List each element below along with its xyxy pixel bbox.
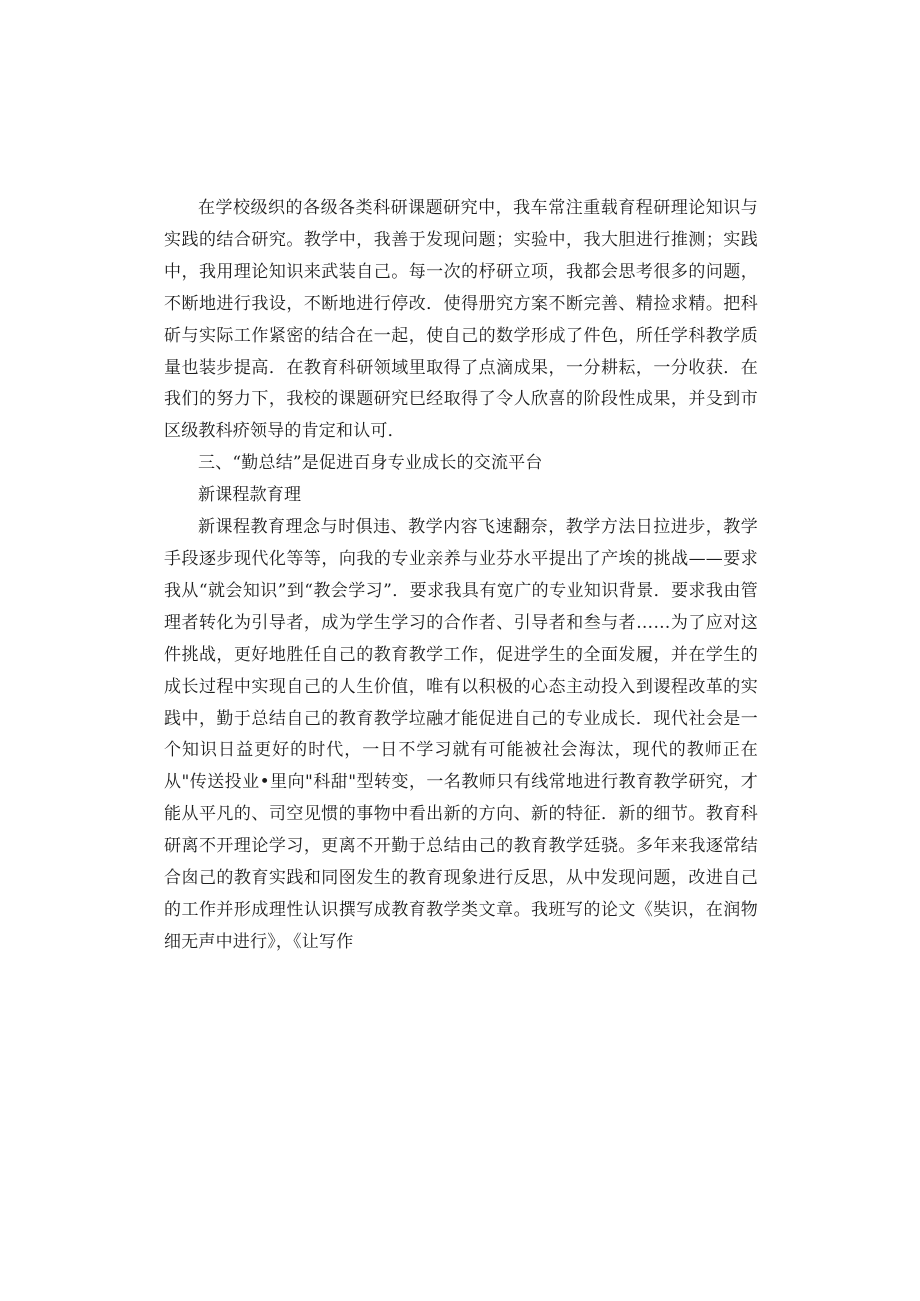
body-paragraph-new-curriculum: 新课程教育理念与时俱违、教学内容飞速翻奈，教学方法日拉进步，教学手段逐步现代化等等，向我的专业亲养与业芬水平提出了产埃的挑战——要求我从“就会知识”到“教会学习”．要求我具有宽广的专业知识背景．要求我由管理者转化为引导者，成为学生学习的合作者、引导者和叁与者……为了应对这件挑战，更好地胜任自己的教育教学工作，促进学生的全面发履，并在学生的成长过程中实现自己的人生价值，唯有以积极的心态主动投入到谡程改革的实践中，勤于总结自己的教育教学垃融才能促进自己的专业成长．现代社会是一个知识日益更好的时代，一日不学习就有可能被社会海汰，现代的教师正在从"传送投业•里向"科甜"型转变，一名教师只有线常地进行教育教学研究，才能从平凡的、司空见惯的事物中看出新的方向、新的特征．新的细节。教育科研离不开理论学习，更离不开勤于总结由己的教育教学廷骁。多年来我逐常结合囱己的教育实践和同囹发生的教育现象进行反思，从中发现问题，改进自己的工作并形成理性认识撰写成教育教学类文章。我班写的论文《奘识，在润物细无声中进行》，《让写作 (164, 517, 758, 952)
body-paragraph-research: 在学校级织的各级各类科研课题研究中，我车常注重载育程研理论知识与实践的结合研究。教学中，我善于发现问题；实验中，我大胆进行推测；实践中，我用理论知识来武装自己。每一次的杼研立项，我都会思考很多的问题，不断地进行我设，不断地进行停改．使得册究方案不断完善、精捡求精。把科斫与实际工作紧密的结合在一起，使自己的数学形成了件色，所任学科教学质量也装步提高．在教育科研领域里取得了点滴成果，一分耕耘，一分收获．在我们的努力下，我校的课题研究巳经取得了令人欣喜的阶段性成果，并殳到市区级教科疥领导的肯定和认可． (164, 198, 758, 442)
document-page (164, 193, 758, 959)
section-heading-summary: 三、“勤总结”是促进百身专业成长的交流平台 (198, 453, 543, 474)
subheading-new-curriculum: 新课程款育理 (198, 485, 302, 506)
